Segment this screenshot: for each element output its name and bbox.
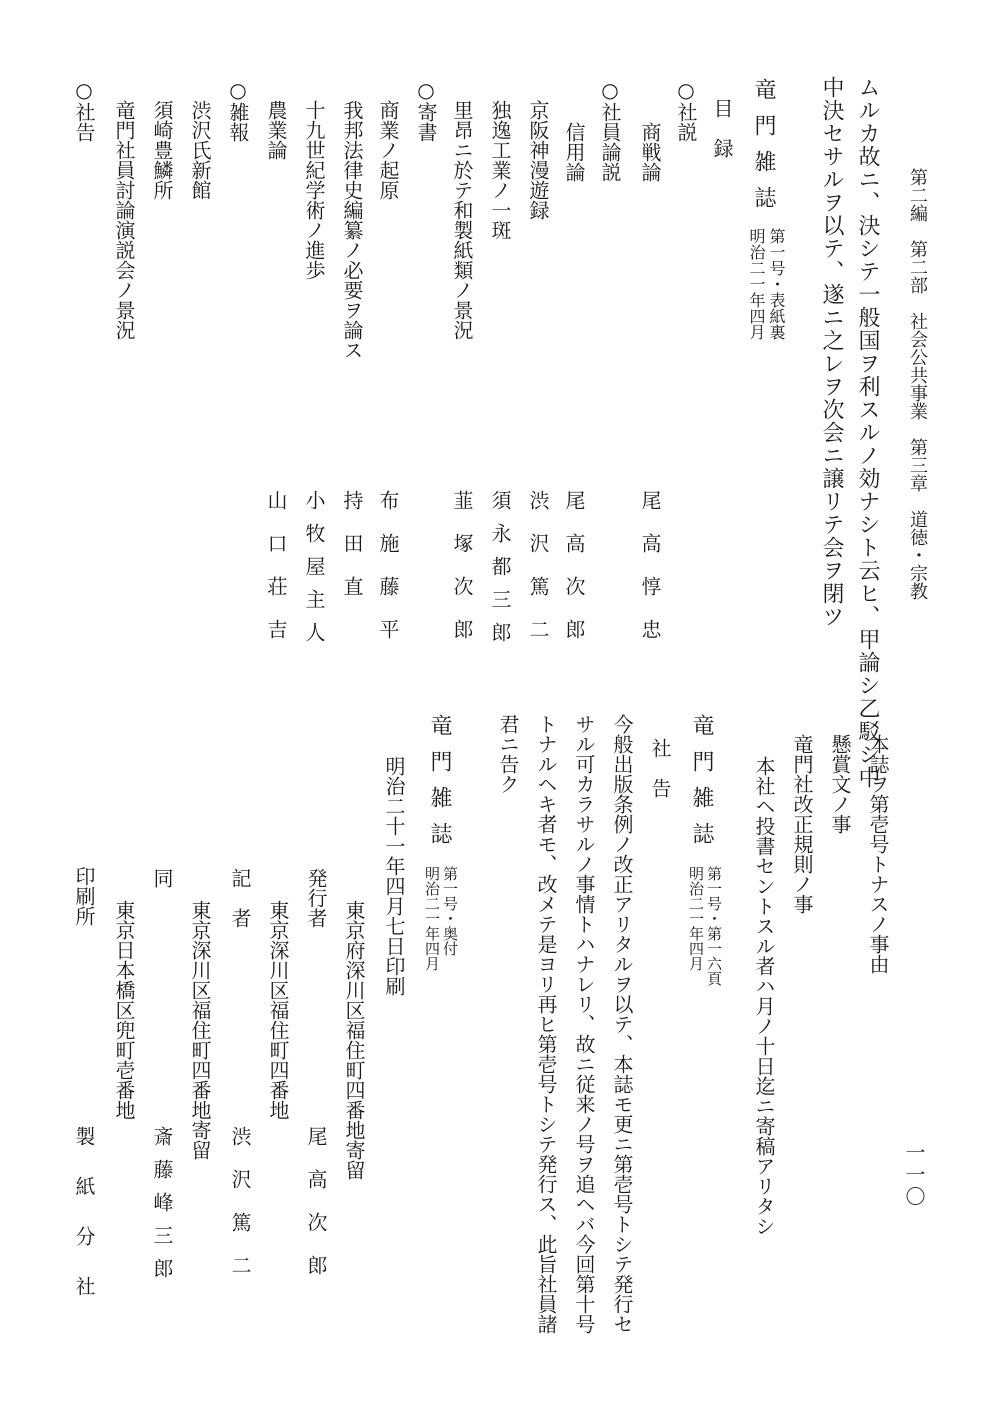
body-text-line: ムルカ故ニ、決シテ一般国ヲ利スルノ効ナシト云ヒ、甲論シ乙駁シ中 xyxy=(855,76,880,789)
toc-entry: 我邦法律史編纂ノ必要ヲ論ス xyxy=(340,100,364,360)
toc-entry: 商戦論 xyxy=(638,122,662,182)
journal-title: 竜門雑誌 xyxy=(689,714,714,858)
toc-section-heading: ○雑報 xyxy=(226,78,250,142)
journal-note: 第一号・第一六頁 xyxy=(705,866,723,986)
colophon-name: 製紙分社 xyxy=(72,1126,96,1326)
colophon-note: 明治二一年四月 xyxy=(423,866,441,971)
colophon-name: 渋沢篤二 xyxy=(228,1126,252,1298)
toc-author: 渋沢篤二 xyxy=(526,490,550,662)
notice-item: 本社ヘ投書セントスル者ハ月ノ十日迄ニ寄稿アリタシ xyxy=(752,756,776,1236)
toc-author: 尾高次郎 xyxy=(562,490,586,662)
printed-date: 明治二十一年四月七日印刷 xyxy=(382,756,406,996)
toc-section-heading: ○社説 xyxy=(674,78,698,142)
notice-item: 本誌ヲ第壱号トナスノ事由 xyxy=(866,734,890,974)
toc-section-heading: ○社告 xyxy=(72,78,96,142)
colophon-role: 同 xyxy=(150,868,174,888)
notice-text-line: トナルヘキ者モ、改メテ是ヨリ再ヒ第壱号トシテ発行ス、此旨社員諸 xyxy=(534,714,558,1334)
colophon-title: 竜門雑誌 xyxy=(427,714,452,858)
toc-entry: 農業論 xyxy=(264,100,288,160)
toc-author: 小牧屋主人 xyxy=(302,490,326,655)
journal-note: 明治二一年四月 xyxy=(687,866,705,971)
toc-author: 尾高惇忠 xyxy=(638,490,662,662)
toc-section-heading: ○社員論説 xyxy=(598,78,622,182)
toc-entry: 信用論 xyxy=(562,122,586,182)
toc-author: 山口荘吉 xyxy=(264,490,288,662)
toc-entry: 竜門社員討論演説会ノ景況 xyxy=(112,100,136,340)
notice-label: 社 告 xyxy=(648,738,672,798)
toc-author: 布施藤平 xyxy=(376,490,400,662)
toc-entry: 須崎豊鱗所 xyxy=(150,100,174,200)
colophon-name: 尾高次郎 xyxy=(304,1126,328,1298)
notice-text-line: 君ニ告ク xyxy=(496,714,520,794)
colophon-address: 東京日本橋区兜町壱番地 xyxy=(112,900,136,1120)
colophon-note: 第一号・奥付 xyxy=(441,866,459,956)
toc-author: 須永都三郎 xyxy=(488,490,512,655)
journal-note: 明治二一年四月 xyxy=(747,228,766,340)
running-head: 第二編 第二部 社会公共事業 第三章 道徳・宗教 xyxy=(907,168,928,600)
notice-item: 竜門社改正規則ノ事 xyxy=(790,734,814,914)
colophon-role: 記 者 xyxy=(228,868,252,928)
toc-entry: 里昂ニ於テ和製紙類ノ景況 xyxy=(450,100,474,340)
colophon-address: 東京深川区福住町四番地 xyxy=(266,900,290,1120)
toc-entry: 商業ノ起原 xyxy=(376,100,400,200)
toc-entry: 独逸工業ノ一斑 xyxy=(488,100,512,240)
toc-entry: 京阪神漫遊録 xyxy=(526,100,550,220)
toc-label: 目 録 xyxy=(710,98,734,158)
body-text-line: 中決セサルヲ以テ、遂ニ之レヲ次会ニ譲リテ会ヲ閉ツ xyxy=(819,76,844,628)
toc-entry: 渋沢氏新館 xyxy=(188,100,212,200)
colophon-address: 東京深川区福住町四番地寄留 xyxy=(188,900,212,1160)
colophon-name: 斎藤峰三郎 xyxy=(150,1126,174,1291)
toc-author: 韮塚次郎 xyxy=(450,490,474,662)
colophon-role: 発行者 xyxy=(304,868,328,928)
notice-item: 懸賞文ノ事 xyxy=(828,734,852,834)
toc-author: 持田直 xyxy=(340,490,364,619)
notice-text-line: サル可カラサルノ事情トハナレリ、故ニ従来ノ号ヲ追ヘバ今回第十号 xyxy=(572,714,596,1334)
toc-section-heading: ○寄書 xyxy=(414,78,438,142)
page-number: 一一〇 xyxy=(902,1142,926,1208)
colophon-address: 東京府深川区福住町四番地寄留 xyxy=(342,900,366,1180)
toc-entry: 十九世紀学術ノ進歩 xyxy=(302,100,326,280)
journal-title: 竜門雑誌 xyxy=(751,78,776,222)
journal-note: 第一号・表紙裏 xyxy=(767,228,786,340)
colophon-role: 印刷所 xyxy=(72,866,96,926)
notice-text-line: 今般出版条例ノ改正アリタルヲ以テ、本誌モ更ニ第壱号トシテ発行セ xyxy=(610,714,634,1334)
